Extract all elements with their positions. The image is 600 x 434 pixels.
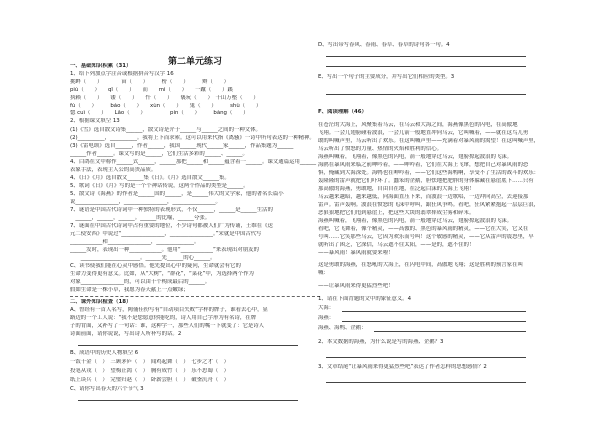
passage-line: ——让暴风雨来得更猛烈些吧！ — [318, 283, 394, 289]
section-extracurricular: 二、课外知识检查（18） — [70, 299, 132, 305]
reading-question-2: 2、本文数据的海燕，为什么说是写的海燕、企鹅？3 — [318, 339, 444, 345]
answer-line — [342, 311, 526, 312]
q1-row: 惚 cuì（ ） Lǎo（ ） pín（ ） bàng（ ） — [70, 110, 249, 116]
section-divider — [70, 296, 320, 297]
page-title: 第二单元练习 — [167, 57, 222, 67]
question-1-intro: 1、给下列加点字注音或根据拼音写汉字 16 — [70, 71, 174, 77]
q3-line: ______________________。______先______的心______。 — [70, 255, 216, 261]
q2-line: 4、《日》《月》选自散文______集《日》。《月》选自散文______集。 — [70, 175, 230, 181]
q2-line: ______，______，______。______的比喻，______夸张。 — [70, 215, 211, 221]
question-d: D、写出带写春风、春雨、春草、春草的诗句各一句。4 — [318, 42, 450, 48]
passage-line: 雷声。雷声轰响。波浪在愤怒的飞沫中呼叫，跟狂风争鸣。看吧，狂风紧紧抱起一层层巨浪， — [318, 202, 540, 208]
q2-line: ______作者______。课文写的是______，它们生活多彩的______、______。 — [70, 151, 248, 157]
q2-line: (1)《雪》选自散文诗集______，散文诗是介于______与______之间的一种文体。 — [70, 127, 261, 133]
q1-row: 挑衅（ ） 亩（ ） 枌（ ） 辫（ ） — [70, 79, 230, 85]
q3-line: 假如生命是一株小草，我愿为春天献上一点嫩绿； — [70, 287, 189, 293]
question-2-intro: 2、根据课文填空 13 — [70, 118, 120, 124]
q2-line: 表象手法，表现主人公的高贵品质。 — [70, 167, 157, 173]
q1-row: fù（ ） báo（ ） xùn（ ） 鬼（ ） shù（ ） — [70, 103, 262, 109]
passage-line: 那高傲的海燕，勇敢地，自由自在地，在泛起白沫的大海上飞翔！ — [318, 186, 475, 192]
q5-row: 一饭千金（ ） 三顾茅庐（ ） 闻鸡起舞（ ） 七步之才（ ） — [70, 359, 230, 365]
q4-line: 诗面前面，请你说说，写出诗人所补写的话。2 — [70, 331, 182, 337]
answer-line — [78, 345, 298, 346]
answer-line — [326, 56, 526, 57]
passage-line: 就听出了困乏，它深信，乌云遮不住太阳，——是的，遮不住的！ — [318, 242, 475, 248]
answer-line — [326, 66, 526, 67]
q2-line: 5、歌词《日》《月》写的是一个个神话传说，这两个作品的类型是______。 — [70, 183, 249, 189]
q4-line: 子的背面，又补写了一句话：谁，这种字一，那些人们的嘴一下就变了：它是诗人 — [70, 323, 265, 329]
answer-label-birds: 海燕、海鸭、企鹅： — [318, 325, 367, 331]
q3-line: ______发时，表现出一种____________。他用“____________”来表现出对朋友的 — [70, 247, 259, 253]
passage-line: 海燕叫喊着，飞翔着，像黑色的闪电，箭一般地穿过乌云，翅膀掠起波浪的飞沫。 — [318, 218, 513, 224]
reading-question-3: 3、文章结尾“让暴风雨来得更猛烈些吧”表达了作者怎样的思想感情？2 — [318, 364, 487, 370]
q2-line: 7、谜语是中国古代诗词中一种独特的表现形式，不仅______，______是______生活的 — [70, 207, 273, 213]
q2-line: 说________________，________________，________________。 — [70, 199, 221, 205]
q2-line: 4、白鸽在文中称作______式______，______那把______和______蕴含着一______。课文通篇运用______ — [70, 159, 317, 165]
passage-line: 轰隆隆的雷声就把它们吓坏了。蠢笨的企鹅，胆怯地把肥胖的身体躲藏在悬崖底下……只有 — [318, 178, 534, 184]
q2-line: (3)《雷电颂》选自______，作者______，我国______现代______家______，作品集题为______ — [70, 143, 294, 149]
q4-line: A、曾经有一首人名写，陶俑佳扮写有“自动项目失败”字样的牌子，谁看去心中，显 — [70, 307, 268, 313]
q3-line: ____________和________________，______________。 — [70, 239, 200, 245]
passage-line: 在苍茫的大海上，风聚集着乌云，在乌云和大海之间，海燕像黑色的闪电，在高傲地 — [318, 122, 518, 128]
q1-row: 执赖（ ） 镂（ ） 忏（ ） 亵玩（ ） 千山万壑（ ） — [70, 95, 259, 101]
question-e: E、写出一个句子的主要成分，并写出它们相应的类型。3 — [318, 74, 455, 80]
answer-line — [78, 400, 298, 401]
passage-line: ——暴风雨！暴风雨就要来啦！ — [318, 250, 394, 256]
passage-line: 飞翔。一会儿翅膀碰着波浪，一会儿箭一般地直冲向乌云，它叫喊着，——就在这鸟儿勇 — [318, 130, 529, 136]
answer-line — [326, 357, 526, 358]
passage-line: 海鸥在暴风雨来临之前呻吟着，——呻吟着，它们在大海上飞窜，想把自己对暴风雨的恐 — [318, 162, 529, 168]
q3-line: C、读书使我们能在心灵中感悟。他先提出心中的疑问，生命就会有它的 — [70, 263, 241, 269]
q1-row: piú（ ） qǐ（ ） 而 mì（ ） 一蹴（ ）蹊 — [70, 87, 233, 93]
reading-question-1: 1、请在下面背题的文中的象征意义。4 — [318, 296, 412, 302]
passage-line: 看吧，它飞舞着，像个精灵，——高傲的、黑色的暴风雨的精灵，——它在大笑，它又在 — [318, 226, 529, 232]
passage-line: 这是勇敢的海燕，在怒吼的大海上，在闪电中间，高傲地飞翔；这是胜利的预言家在叫 — [318, 262, 523, 268]
q2-line: (2)__________，__________。我将上下而求索。这可以用来代指《离骚》一诗中所句表达的一种精神。 — [70, 135, 315, 141]
answer-line — [342, 321, 526, 322]
answer-line — [326, 382, 526, 383]
answer-label-petrel: 海燕： — [318, 315, 335, 321]
passage-line: 乌云听出了愤怒的力量、热情的火焰和胜利的信心。 — [318, 146, 442, 152]
q5-intro: B、成语中的历史人物填空 6 — [70, 350, 139, 356]
q5-row: 投笔从戎（ ） 望梅止渴（ ） 胸有成竹（ ） 乐不思蜀（ ） — [70, 368, 230, 374]
answer-line — [374, 331, 526, 332]
passage-line: 海燕叫喊着，飞翔着，像黑色的闪电，箭一般地穿过乌云，翅膀掠起波浪的飞沫。 — [318, 154, 513, 160]
q3-line: 对象________________的，可以由十个构成最后的______。 — [70, 279, 211, 285]
passage-line: 恶狠狠地把它们甩到悬崖上，把这些大块的翡翠摔成尘雾和碎末。 — [318, 210, 475, 216]
passage-line: 敢的叫喊声里，乌云听出了欢乐。在这叫喊声里——充满着对暴风雨的渴望！在这叫喊声里， — [318, 138, 540, 144]
passage-line: 喊： — [318, 270, 329, 276]
q5-row: 纸上谈兵（ ） 完璧归赵（ ） 卧薪尝胆（ ） 破釜沉舟（ ） — [70, 377, 230, 383]
q6-intro: C、请你写出春天的六个节气 3 — [70, 386, 144, 392]
q3-line: 生命力变得更有意义。比如，从“大树”，“群花”，“菜花”中，为选择两个作为 — [70, 271, 254, 277]
q4-line: 路边的一个工人说：“我不是您愿意你能吃的，诗人用自己字形为有名诗，在牌 — [70, 315, 257, 321]
q3-line: 元二使安西》中说过“________________，________________。”宋就是中国古代写 — [70, 231, 262, 237]
passage-line: 号叫……它笑那些乌云，它因为欢乐而号叫！这个敏感的精灵，——它从雷声的震怒里，早 — [318, 234, 534, 240]
answer-label-sea: 大海： — [318, 305, 335, 311]
q3-line: 7、谜面在中国古代诗词中占有重要的地位，不少诗句都被人们广为传诵，王维在《送 — [70, 223, 273, 229]
answer-line — [326, 94, 526, 95]
passage-line: 乌云越来越暗，越来越低，向海面直压下来，而波浪一边歌唱，一边冲向高空，去迎接那 — [318, 194, 529, 200]
passage-line: 惧，掩藏到大海深处。海鸭也在呻吟着，——它们这些海鸭啊，享受不了生活的战斗的欢乐： — [318, 170, 540, 176]
section-basic-knowledge: 一、基础知识积累（31） — [70, 63, 132, 69]
section-reading: F、阅读理解（46） — [318, 109, 367, 115]
q2-line: 5、散文诗《海燕》的作者是______国的______，是______伟大的文学家，他的著名长篇小 — [70, 191, 284, 197]
